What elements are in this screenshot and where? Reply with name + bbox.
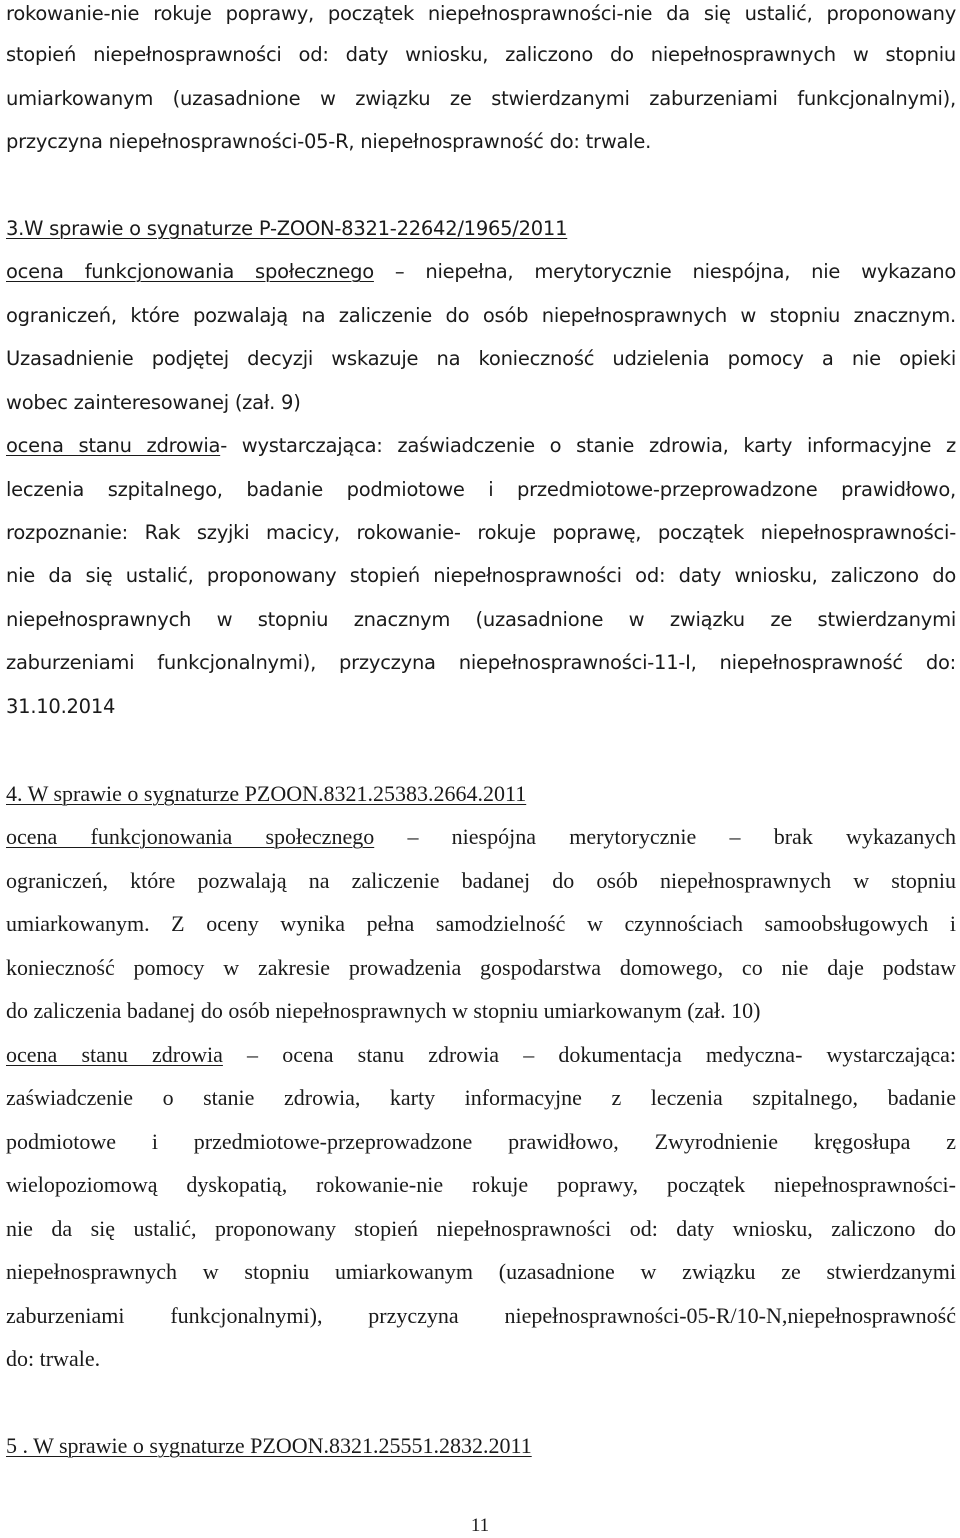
- paragraph-line: zaburzeniami funkcjonalnymi), przyczyna niepełnosprawności-05-R/10-N,niepełnosprawność: [6, 1303, 956, 1328]
- section-3-heading: [6, 215, 956, 243]
- paragraph-line: wielopoziomową dyskopatią, rokowanie-nie rokuje poprawy, początek niepełnosprawności-: [6, 1172, 956, 1197]
- paragraph-line: podmiotowe i przedmiotowe-przeprowadzone prawidłowo, Zwyrodnienie kręgosłupa z: [6, 1129, 956, 1154]
- paragraph-line: rokowanie-nie rokuje poprawy, początek niepełnosprawności-nie da się ustalić, proponowany: [6, 2, 956, 25]
- paragraph-line: umiarkowanym. Z oceny wynika pełna samodzielność w czynnościach samoobsługowych i: [6, 911, 956, 936]
- paragraph-text: – niespójna merytorycznie – brak wykazanych: [407, 824, 956, 849]
- paragraph-line: rozpoznanie: Rak szyjki macicy, rokowanie- rokuje poprawę, początek niepełnosprawności-: [6, 521, 956, 544]
- paragraph-line: do: trwale.: [6, 1346, 101, 1371]
- section-4-heading: [6, 780, 956, 808]
- paragraph-line: 31.10.2014: [6, 695, 116, 718]
- paragraph-text: - wystarczająca: zaświadczenie o stanie zdrowia, karty informacyjne z: [220, 434, 956, 457]
- paragraph-line: nie da się ustalić, proponowany stopień niepełnosprawności od: daty wniosku, zaliczono do: [6, 1216, 956, 1241]
- paragraph-line: [6, 823, 956, 851]
- paragraph-line: [6, 1041, 956, 1069]
- paragraph-line: niepełnosprawnych w stopniu umiarkowanym (uzasadnione w związku ze stwierdzanymi: [6, 1259, 956, 1284]
- section-5-heading: [6, 1432, 956, 1460]
- paragraph-line: wobec zainteresowanej (zał. 9): [6, 391, 301, 414]
- label-ocena-funkcjonowania: ocena funkcjonowania społecznego: [6, 824, 375, 849]
- section-3-heading-text: 3.W sprawie o sygnaturze P-ZOON-8321-22642/1965/2011: [6, 217, 568, 240]
- paragraph-line: przyczyna niepełnosprawności-05-R, niepełnosprawność do: trwale.: [6, 130, 652, 153]
- paragraph-line: [6, 432, 956, 460]
- paragraph-text: – niepełna, merytorycznie niespójna, nie wykazano: [373, 260, 956, 283]
- paragraph-line: ograniczeń, które pozwalają na zaliczenie do osób niepełnosprawnych w stopniu znacznym.: [6, 304, 956, 327]
- paragraph-line: umiarkowanym (uzasadnione w związku ze stwierdzanymi zaburzeniami funkcjonalnymi),: [6, 87, 956, 110]
- paragraph-line: leczenia szpitalnego, badanie podmiotowe i przedmiotowe-przeprowadzone prawidłowo,: [6, 478, 956, 501]
- section-5-heading-text: 5 . W sprawie o sygnaturze PZOON.8321.25551.2832.2011: [6, 1433, 532, 1458]
- paragraph-line: zaburzeniami funkcjonalnymi), przyczyna niepełnosprawności-11-I, niepełnosprawność do:: [6, 651, 956, 674]
- paragraph-line: nie da się ustalić, proponowany stopień niepełnosprawności od: daty wniosku, zaliczono do: [6, 564, 956, 587]
- paragraph-line: zaświadczenie o stanie zdrowia, karty informacyjne z leczenia szpitalnego, badanie: [6, 1085, 956, 1110]
- label-ocena-stanu-zdrowia: ocena stanu zdrowia: [6, 434, 221, 457]
- paragraph-text: – ocena stanu zdrowia – dokumentacja medyczna- wystarczająca:: [247, 1042, 957, 1067]
- paragraph-line: niepełnosprawnych w stopniu znacznym (uzasadnione w związku ze stwierdzanymi: [6, 608, 956, 631]
- label-ocena-funkcjonowania: ocena funkcjonowania społecznego: [6, 260, 374, 283]
- paragraph-line: ograniczeń, które pozwalają na zaliczenie badanej do osób niepełnosprawnych w stopniu: [6, 868, 956, 893]
- paragraph-line: stopień niepełnosprawności od: daty wniosku, zaliczono do niepełnosprawnych w stopniu: [6, 43, 956, 66]
- page-number: 11: [470, 1515, 490, 1536]
- paragraph-line: Uzasadnienie podjętej decyzji wskazuje na konieczność udzielenia pomocy a nie opieki: [6, 347, 956, 370]
- label-ocena-stanu-zdrowia: ocena stanu zdrowia: [6, 1042, 223, 1067]
- paragraph-line: [6, 258, 956, 286]
- section-4-heading-text: 4. W sprawie o sygnaturze PZOON.8321.25383.2664.2011: [6, 781, 527, 806]
- paragraph-line: konieczność pomocy w zakresie prowadzenia gospodarstwa domowego, co nie daje podstaw: [6, 955, 956, 980]
- paragraph-line: do zaliczenia badanej do osób niepełnosprawnych w stopniu umiarkowanym (zał. 10): [6, 998, 761, 1023]
